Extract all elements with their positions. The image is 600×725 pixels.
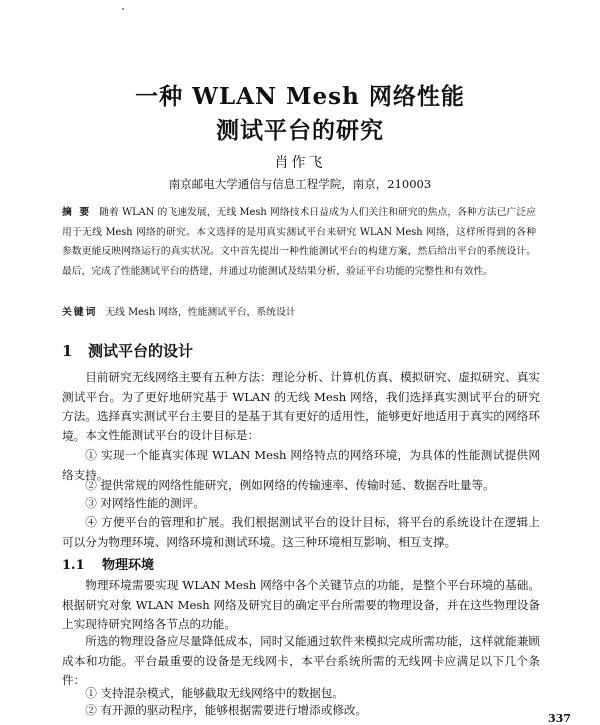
- keywords-text: 无线 Mesh 网络，性能测试平台，系统设计: [105, 307, 296, 318]
- paper-title-line1: 一种 WLAN Mesh 网络性能: [135, 83, 465, 110]
- affiliation: 南京邮电大学通信与信息工程学院，南京，210003: [168, 177, 432, 191]
- paragraph-physical-env: 物理环境需要实现 WLAN Mesh 网络中各个关键节点的功能，是整个平台环境的基础。根据研究对象 WLAN Mesh 网络及研究目的确定平台所需要的物理设备，并在这些物理设备上实现待研究网络各节点的功能。: [62, 578, 540, 632]
- paper-title-line2: 测试平台的研究: [216, 117, 384, 144]
- list-item-6: ② 有开源的驱动程序，能够根据需要进行增添或修改。: [85, 703, 368, 717]
- page-number: 337: [548, 712, 571, 725]
- list-item-3: ③ 对网络性能的测评。: [85, 496, 205, 510]
- paragraph-intro: 目前研究无线网络主要有五种方法：理论分析、计算机仿真、模拟研究、虚拟研究、真实测试平台。为了更好地研究基于 WLAN 的无线 Mesh 网络，我们选择真实测试平台的研究方法。选择真实测试平台主要目的是基于其有更好的适用性，能够更好地适用于真实的网络环境。: [62, 370, 540, 443]
- keywords: [62, 304, 536, 318]
- section-heading-1-1: [62, 554, 154, 573]
- paragraph-equipment: 所选的物理设备应尽量降低成本，同时又能通过软件来模拟完成所需功能，这样就能兼顾成本和功能。平台最重要的设备是无线网卡，本平台系统所需的无线网卡应满足以下几个条件：: [62, 634, 540, 688]
- list-item-4: ④ 方便平台的管理和扩展。我们根据测试平台的设计目标，将平台的系统设计在逻辑上可以分为物理环境、网络环境和测试环境。这三种环境相互影响、相互支撑。: [62, 515, 540, 549]
- keywords-label: 关键词: [62, 307, 98, 318]
- author: 肖作飞: [274, 155, 326, 171]
- subsection-number: 1.1: [62, 558, 85, 573]
- abstract-label: 摘 要: [62, 207, 92, 218]
- section-number: 1: [62, 342, 73, 360]
- scan-speck: [122, 8, 124, 10]
- abstract: [62, 203, 536, 281]
- list-item-2: ② 提供常规的网络性能研究，例如网络的传输速率、传输时延、数据吞吐量等。: [85, 478, 495, 492]
- list-item-1: ① 实现一个能真实体现 WLAN Mesh 网络特点的网络环境，为具体的性能测试提供网络支持。: [62, 448, 540, 482]
- abstract-text: 随着 WLAN 的飞速发展，无线 Mesh 网络技术日益成为人们关注和研究的焦点，各种方法已广泛应用于无线 Mesh 网络的研究。本文选择的是用真实测试平台来研究 WLAN Mesh 网络，这样所得到的各种参数更能反映网络运行的真实状况。文中首先提出一种性能测试平台的构建方案，然后给出平台的系统设计。最后，完成了性能测试平台的搭建，并通过功能测试及结果分析，验证平台功能的完整性和有效性。: [62, 207, 536, 277]
- section-title: 测试平台的设计: [88, 342, 194, 360]
- paragraph-design-goals: 本文性能测试平台的设计目标是：: [85, 428, 260, 442]
- subsection-title: 物理环境: [102, 558, 155, 573]
- list-item-5: ① 支持混杂模式，能够截取无线网络中的数据包。: [85, 686, 344, 700]
- section-heading-1: [62, 340, 193, 361]
